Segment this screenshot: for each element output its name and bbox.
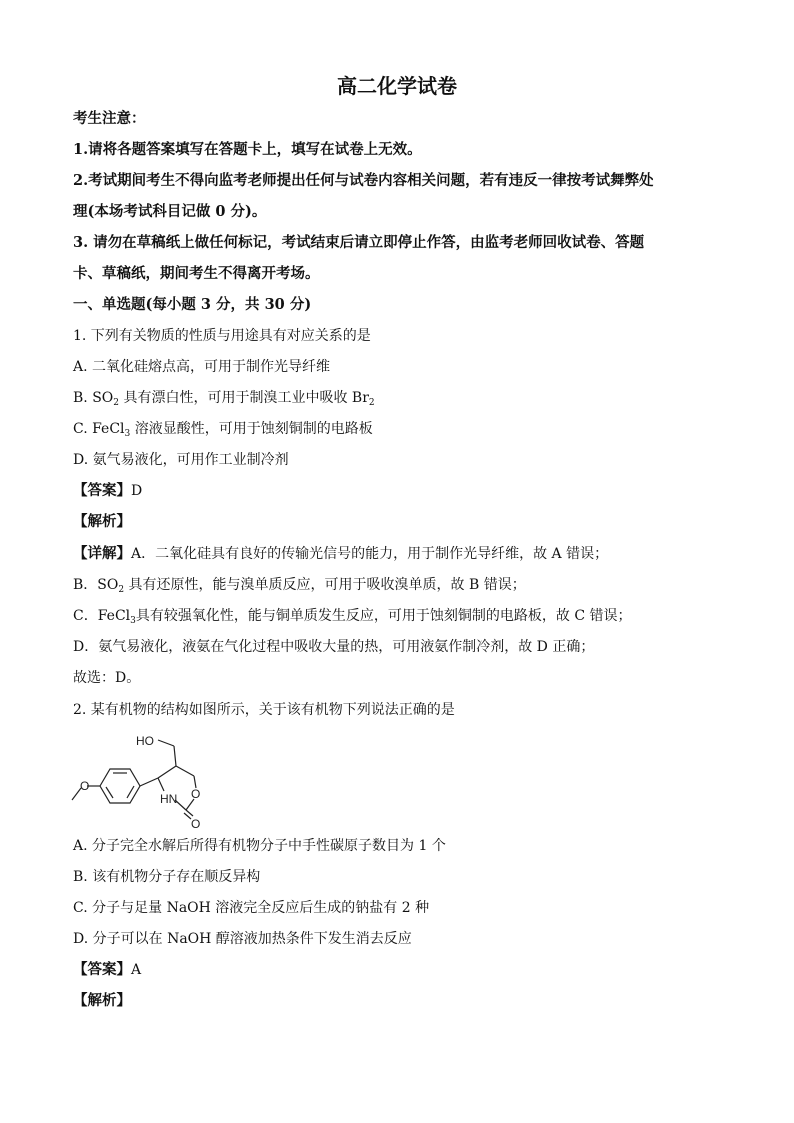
q1-answer-value: D — [131, 483, 143, 499]
atom-carbonyl-o: O — [191, 817, 201, 831]
notice-heading: 考生注意： — [73, 110, 146, 127]
atom-hn: HN — [160, 792, 178, 806]
q2-answer-value: A — [131, 962, 142, 978]
q2-analysis-tag: 【解析】 — [73, 992, 131, 1009]
ring-bond-c4-n — [158, 778, 164, 791]
q1-option-b-sub2: 2 — [368, 398, 375, 408]
section-heading: 一、单选题(每小题 3 分，共 30 分) — [73, 296, 312, 313]
q1-detail-3-text2: 具有较强氧化性，能与铜单质发生反应，可用于蚀刻铜制的电路板，故 C 错误； — [135, 608, 632, 624]
q1-detail-2 — [73, 576, 526, 594]
atom-methoxy-o: O — [80, 779, 90, 793]
notice-item-2: 2.考试期间考生不得向监考老师提出任何与试卷内容相关问题，若有违反一律按考试舞弊处 — [73, 172, 654, 189]
q1-stem: 1. 下列有关物质的性质与用途具有对应关系的是 — [73, 328, 371, 344]
q1-analysis-tag: 【解析】 — [73, 513, 131, 530]
q1-option-b-sub: 2 — [113, 398, 119, 408]
atom-ring-o: O — [191, 787, 201, 801]
q1-option-a: A. 二氧化硅熔点高，可用于制作光导纤维 — [73, 359, 331, 375]
q1-option-b-text2: 具有漂白性，可用于制溴工业中吸收 Br — [119, 390, 369, 406]
q1-option-c-sub: 3 — [124, 429, 131, 439]
detail-tag: 【详解】 — [73, 545, 131, 562]
notice-item-3-cont: 卡、草稿纸，期间考生不得离开考场。 — [73, 265, 320, 282]
q2-option-b: B. 该有机物分子存在顺反异构 — [73, 869, 261, 885]
q1-detail-2-sub: 2 — [118, 585, 125, 595]
answer-tag: 【答案】 — [73, 482, 131, 499]
q1-answer — [73, 482, 142, 500]
q1-detail-3-sub: 3 — [130, 616, 136, 626]
q1-option-b — [73, 389, 375, 407]
q2-option-c: C. 分子与足量 NaOH 溶液完全反应后生成的钠盐有 2 种 — [73, 900, 430, 916]
q1-detail-3 — [73, 607, 632, 625]
q1-detail-1-text: A．二氧化硅具有良好的传输光信号的能力，用于制作光导纤维，故 A 错误； — [131, 546, 609, 562]
molecule-structure-diagram — [68, 732, 258, 832]
aryl-bond — [140, 778, 158, 786]
q1-option-b-text: B. SO — [73, 390, 114, 406]
q2-stem: 2. 某有机物的结构如图所示，关于该有机物下列说法正确的是 — [73, 702, 455, 718]
q1-conclusion: 故选：D。 — [73, 670, 141, 686]
page-title: 高二化学试卷 — [337, 74, 457, 98]
q1-detail-1 — [73, 545, 608, 563]
answer-tag: 【答案】 — [73, 961, 131, 978]
notice-item-2-cont: 理(本场考试科目记做 0 分)。 — [73, 203, 267, 220]
notice-item-3: 3. 请勿在草稿纸上做任何标记，考试结束后请立即停止作答，由监考老师回收试卷、答题 — [73, 234, 645, 251]
ch2-bond — [174, 746, 176, 766]
aromatic-double-3 — [106, 787, 113, 798]
q1-detail-3-text: C．FeCl — [73, 608, 131, 624]
notice-item-1: 1.请将各题答案填写在答题卡上，填写在试卷上无效。 — [73, 141, 422, 158]
q1-option-c-text2: 溶液显酸性，可用于蚀刻铜制的电路板 — [130, 421, 373, 437]
q2-option-a: A. 分子完全水解后所得有机物分子中手性碳原子数目为 1 个 — [73, 838, 446, 854]
q1-detail-2-text2: 具有还原性，能与溴单质反应，可用于吸收溴单质，故 B 错误； — [124, 577, 526, 593]
q1-detail-4: D．氨气易液化，液氨在气化过程中吸收大量的热，可用液氨作制冷剂，故 D 正确； — [73, 639, 595, 655]
atom-ho: HO — [136, 734, 154, 748]
q1-option-c — [73, 420, 373, 438]
q1-detail-2-text: B．SO — [73, 577, 119, 593]
ring-bond-c5-c6 — [176, 766, 194, 776]
aromatic-double-2 — [127, 786, 134, 798]
q2-answer — [73, 961, 141, 979]
q1-option-c-text: C. FeCl — [73, 421, 125, 437]
q1-option-d: D. 氨气易液化，可用作工业制冷剂 — [73, 452, 289, 468]
ring-bond-c4-c5 — [158, 766, 176, 778]
q2-option-d: D. 分子可以在 NaOH 醇溶液加热条件下发生消去反应 — [73, 931, 412, 947]
oh-bond — [158, 740, 174, 746]
